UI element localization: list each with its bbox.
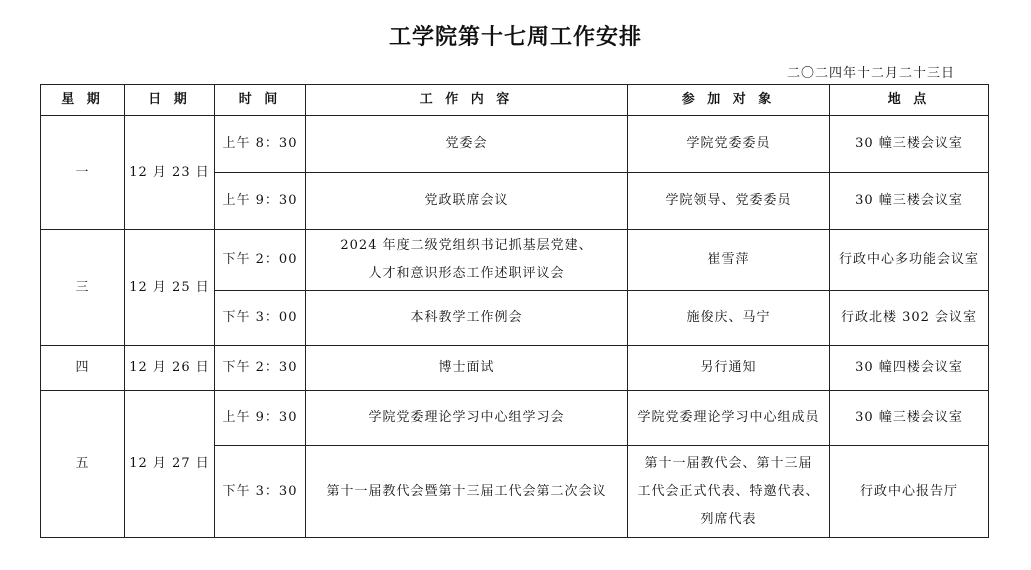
- content-line: 学院党委理论学习中心组学习会: [368, 410, 565, 425]
- header-location: 地 点: [830, 85, 989, 116]
- weekday-cell: 一: [41, 116, 125, 230]
- participants-line: 另行通知: [700, 360, 757, 375]
- content-line: 人才和意识形态工作述职评议会: [368, 266, 565, 281]
- participants-cell: [628, 446, 830, 538]
- location-line: 30 幢三楼会议室: [855, 136, 963, 151]
- content-line: 党政联席会议: [424, 193, 509, 208]
- date-cell: 12 月 25 日: [125, 230, 215, 346]
- participants-line: 学院党委委员: [686, 136, 771, 151]
- header-time: 时 间: [215, 85, 306, 116]
- participants-line: 崔雪萍: [707, 252, 750, 267]
- content-line: 2024 年度二级党组织书记抓基层党建、: [340, 238, 593, 253]
- content-line: 第十一届教代会暨第十三届工代会第二次会议: [326, 483, 607, 499]
- time-cell: 上午 9：30: [215, 173, 306, 230]
- time-cell: 下午 2：30: [215, 346, 306, 391]
- weekday-cell: 五: [41, 391, 125, 538]
- weekday-cell: 三: [41, 230, 125, 346]
- date-cell: 12 月 26 日: [125, 346, 215, 391]
- document-date: 二〇二四年十二月二十三日: [786, 66, 955, 81]
- date-cell: 12 月 27 日: [125, 391, 215, 538]
- participants-line: 列席代表: [700, 511, 757, 527]
- time-cell: 上午 9：30: [215, 391, 306, 446]
- weekday-cell: 四: [41, 346, 125, 391]
- time-cell: 下午 2：00: [215, 230, 306, 291]
- content-cell: [306, 230, 628, 291]
- participants-cell: [628, 230, 830, 291]
- participants-line: 学院领导、党委委员: [665, 193, 792, 208]
- location-cell: [830, 446, 989, 538]
- location-cell: [830, 116, 989, 173]
- participants-cell: [628, 391, 830, 446]
- content-cell: [306, 346, 628, 391]
- content-cell: [306, 116, 628, 173]
- table-row: [41, 391, 989, 446]
- location-cell: [830, 346, 989, 391]
- content-cell: [306, 391, 628, 446]
- page-title: 工学院第十七周工作安排: [388, 25, 642, 50]
- content-cell: [306, 291, 628, 346]
- header-participants: 参 加 对 象: [628, 85, 830, 116]
- content-cell: [306, 173, 628, 230]
- participants-line: 第十一届教代会、第十三届: [644, 455, 813, 471]
- header-weekday: 星 期: [41, 85, 125, 116]
- participants-cell: [628, 291, 830, 346]
- table-row: [41, 230, 989, 291]
- content-line: 本科教学工作例会: [410, 310, 523, 325]
- participants-cell: [628, 116, 830, 173]
- participants-line: 工代会正式代表、特邀代表、: [637, 483, 820, 499]
- location-cell: [830, 230, 989, 291]
- participants-cell: [628, 346, 830, 391]
- header-content: 工 作 内 容: [306, 85, 628, 116]
- location-cell: [830, 291, 989, 346]
- location-line: 行政中心多功能会议室: [838, 252, 979, 267]
- time-cell: 下午 3：00: [215, 291, 306, 346]
- location-line: 30 幢四楼会议室: [855, 360, 963, 375]
- schedule-table: [40, 84, 989, 538]
- participants-line: 学院党委理论学习中心组成员: [637, 410, 820, 425]
- location-cell: [830, 173, 989, 230]
- schedule-body: [41, 116, 989, 538]
- header-date: 日 期: [125, 85, 215, 116]
- content-line: 博士面试: [438, 360, 495, 375]
- time-cell: 下午 3：30: [215, 446, 306, 538]
- location-cell: [830, 391, 989, 446]
- participants-line: 施俊庆、马宁: [686, 310, 771, 325]
- table-row: [41, 116, 989, 173]
- time-cell: 上午 8：30: [215, 116, 306, 173]
- location-line: 30 幢三楼会议室: [855, 410, 963, 425]
- table-row: [41, 346, 989, 391]
- content-cell: [306, 446, 628, 538]
- date-cell: 12 月 23 日: [125, 116, 215, 230]
- location-line: 行政北楼 302 会议室: [840, 310, 978, 325]
- content-line: 党委会: [445, 136, 488, 151]
- location-line: 30 幢三楼会议室: [855, 193, 963, 208]
- header-row: [41, 85, 989, 116]
- participants-cell: [628, 173, 830, 230]
- location-line: 行政中心报告厅: [859, 483, 958, 499]
